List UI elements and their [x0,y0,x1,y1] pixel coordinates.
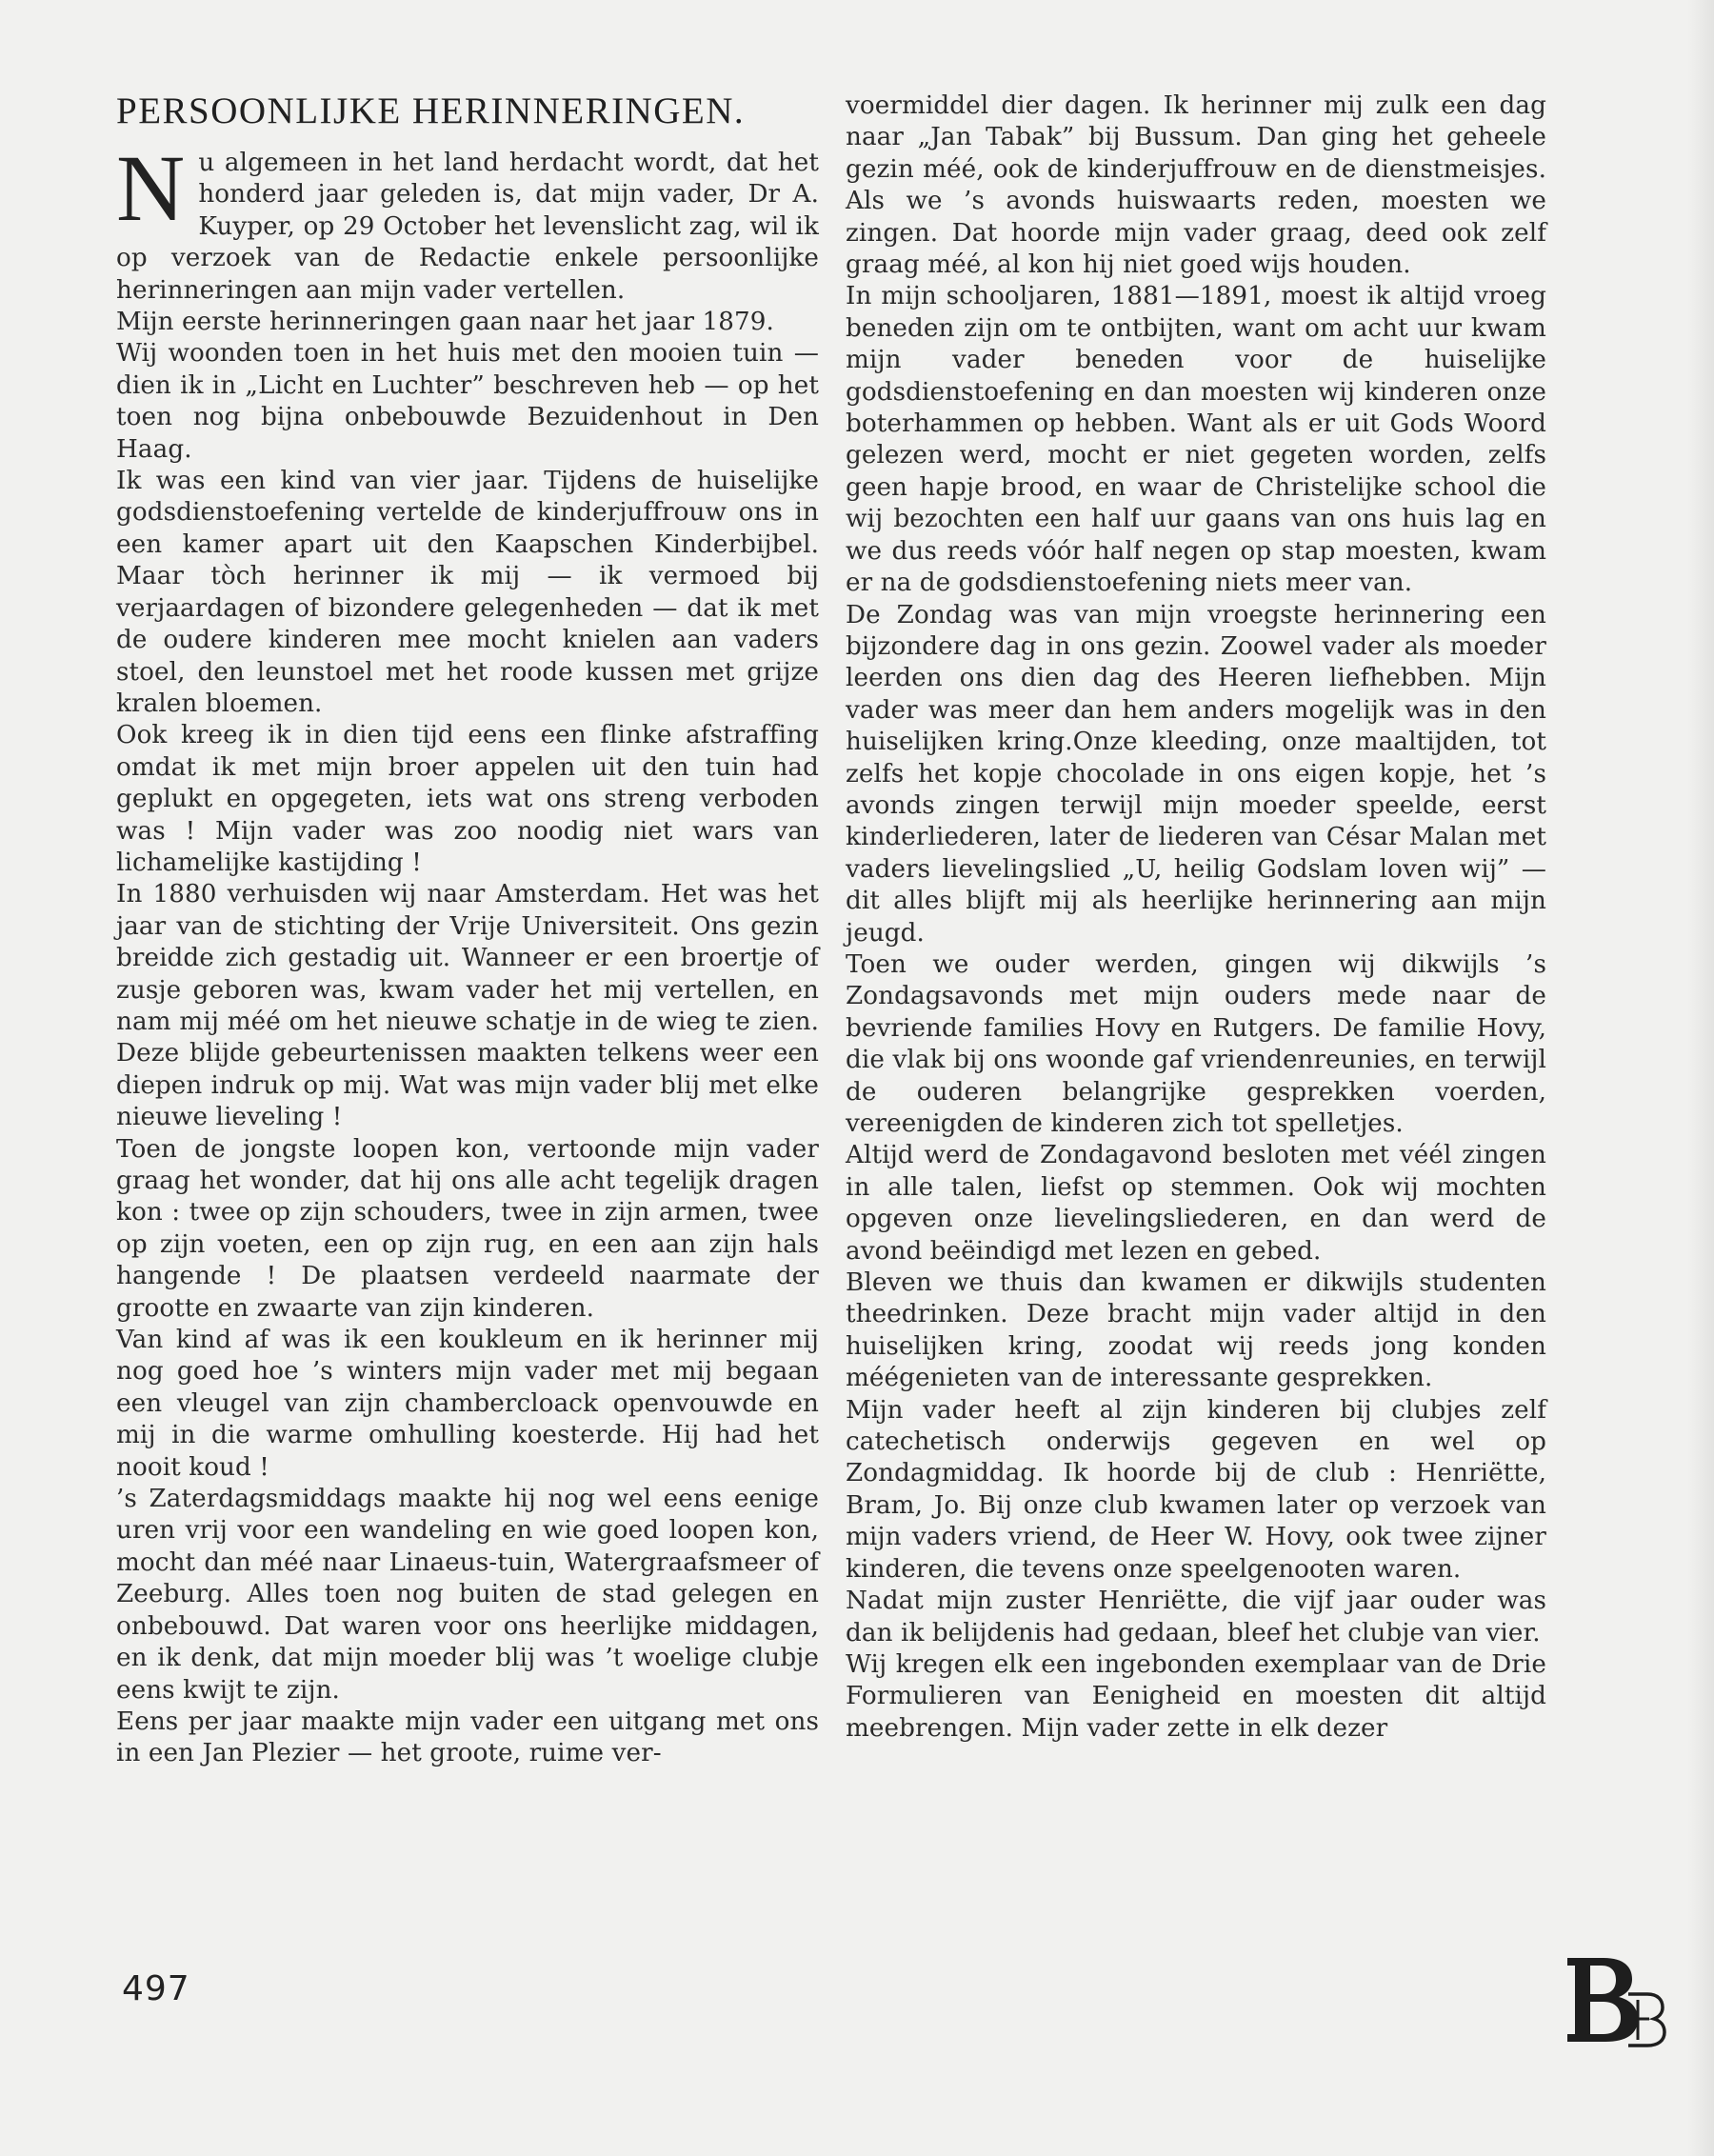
paragraph: In 1880 verhuisden wij naar Amsterdam. Het was het jaar van de stichting der Vrije Universiteit. Ons gezin breidde zich gestadig uit. Wanneer er een broertje of zusje geboren was, kwam vader het mij vertellen, en nam mij méé om het nieuwe schatje in de wieg te zien. Deze blijde gebeurtenissen maakten telkens weer een diepen indruk op mij. Wat was mijn vader blij met elke nieuwe lieveling ! [116,880,819,1132]
paragraph: Altijd werd de Zondagavond besloten met véél zingen in alle talen, liefst op stemmen. Ook wij mochten opgeven onze lievelingsliederen, en dan werd de avond beëindigd met lezen en gebed. [846,1141,1546,1266]
paragraph: Toen de jongste loopen kon, vertoonde mijn vader graag het wonder, dat hij ons alle acht tegelijk dragen kon : twee op zijn schouders, twee in zijn armen, twee op zijn voeten, een op zijn rug, en een aan zijn hals hangende ! De plaatsen verdeeld naarmate der grootte en zwaarte van zijn kinderen. [116,1134,819,1323]
paragraph: Van kind af was ik een koukleum en ik herinner mij nog goed hoe ’s winters mijn vader met mij begaan een vleugel van zijn chambercloack openvouwde en mij in die warme omhulling koesterde. Hij had het nooit koud ! [116,1326,819,1482]
right-column [846,90,1546,1745]
article-title: PERSOONLIJKE HERINNERINGEN. [116,90,746,131]
bb-monogram-icon [1562,1952,1666,2047]
page-number: 497 [122,1969,190,2008]
paragraph: Nadat mijn zuster Henriëtte, die vijf jaar ouder was dan ik belijdenis had gedaan, bleef het clubje van vier. [846,1587,1546,1647]
paragraph: In mijn schooljaren, 1881—1891, moest ik altijd vroeg beneden zijn om te ontbijten, want om acht uur kwam mijn vader beneden voor de huiselijke godsdienstoefening en dan moesten wij kinderen onze boterhammen op hebben. Want als er uit Gods Woord gelezen werd, mocht er niet gegeten worden, zelfs geen hapje brood, en waar de Christelijke school die wij bezochten een half uur gaans van ons huis lag en we dus reeds vóór half negen op stap moesten, kwam er na de godsdienstoefening niets meer van. [846,282,1546,598]
paragraph: Wij kregen elk een ingebonden exemplaar van de Drie Formulieren van Eenigheid en moesten dit altijd meebrengen. Mijn vader zette in elk dezer [846,1649,1546,1743]
paragraph: Toen we ouder werden, gingen wij dikwijls ’s Zondagsavonds met mijn ouders mede naar de bevriende families Hovy en Rutgers. De familie Hovy, die vlak bij ons woonde gaf vriendenreunies, en terwijl de ouderen belangrijke gesprekken voerden, vereenigden de kinderen zich tot spelletjes. [846,949,1546,1138]
paragraph: Bleven we thuis dan kwamen er dikwijls studenten theedrinken. Deze bracht mijn vader altijd in den huiselijken kring, zoodat wij reeds jong konden méégenieten van de interessante gesprekken. [846,1268,1546,1393]
paragraph: ’s Zaterdagsmiddags maakte hij nog wel eens eenige uren vrij voor een wandeling en wie goed loopen kon, mocht dan méé naar Linaeus-tuin, Watergraafsmeer of Zeeburg. Alles toen nog buiten de stad gelegen en onbebouwd. Dat waren voor ons heerlijke middagen, en ik denk, dat mijn moeder blij was ’t woelige clubje eens kwijt te zijn. [116,1485,819,1705]
paragraph: Ook kreeg ik in dien tijd eens een flinke afstraffing omdat ik met mijn broer appelen uit den tuin had geplukt en opgegeten, iets wat ons streng verboden was ! Mijn vader was zoo noodig niet wars van lichamelijke kastijding ! [116,721,819,877]
paragraph: Mijn eerste herinneringen gaan naar het jaar 1879. [116,308,774,337]
paragraph: De Zondag was van mijn vroegste herinnering een bijzondere dag in ons gezin. Zoowel vader als moeder leerden ons dien dag des Heeren liefhebben. Mijn vader was meer dan hem anders mogelijk was in den huiselijken kring.Onze kleeding, onze maaltijden, tot zelfs het kopje chocolade in ons eigen kopje, het ’s avonds zingen terwijl mijn moeder speelde, eerst kinderliederen, later de liederen van César Malan met vaders lievelingslied „U, heilig Godslam loven wij” — dit alles blijft mij als heerlijke herinnering aan mijn jeugd. [846,600,1546,948]
paragraph: Mijn vader heeft al zijn kinderen bij clubjes zelf catechetisch onderwijs gegeven en wel op Zondagmiddag. Ik hoorde bij de club : Henriëtte, Bram, Jo. Bij onze club kwamen later op verzoek van mijn vaders vriend, de Heer W. Hovy, ook twee zijner kinderen, die tevens onze speelgenooten waren. [846,1395,1546,1584]
paragraph: Wij woonden toen in het huis met den mooien tuin — dien ik in „Licht en Luchter” beschreven heb — op het toen nog bijna onbebouwde Bezuidenhout in Den Haag. [116,339,819,464]
paragraph: voermiddel dier dagen. Ik herinner mij zulk een dag naar „Jan Tabak” bij Bussum. Dan ging het geheele gezin méé, ook de kinderjuffrouw en de dienstmeisjes. Als we ’s avonds huiswaarts reden, moesten we zingen. Dat hoorde mijn vader graag, deed ook zelf graag méé, al kon hij niet goed wijs houden. [846,91,1546,280]
page-edge-shadow [1687,0,1714,2156]
paragraph-intro [116,135,819,307]
drop-cap: N [116,135,186,241]
paragraph: Eens per jaar maakte mijn vader een uitgang met ons in een Jan Plezier — het groote, ruime ver- [116,1707,819,1768]
left-column [116,90,819,1770]
paragraph-text: u algemeen in het land herdacht wordt, dat het honderd jaar geleden is, dat mijn vader, Dr A. Kuyper, op 29 October het levenslicht zag, wil ik op verzoek van de Redactie enkele persoonlijke herinneringen aan mijn vader vertellen. [116,149,819,305]
paragraph: Ik was een kind van vier jaar. Tijdens de huiselijke godsdienstoefening vertelde de kinderjuffrouw ons in een kamer apart uit den Kaapschen Kinderbijbel. Maar tòch herinner ik mij — ik vermoed bij verjaardagen of bizondere gelegenheden — dat ik met de oudere kinderen mee mocht knielen aan vaders stoel, den leunstoel met het roode kussen met grijze kralen bloemen. [116,467,819,718]
